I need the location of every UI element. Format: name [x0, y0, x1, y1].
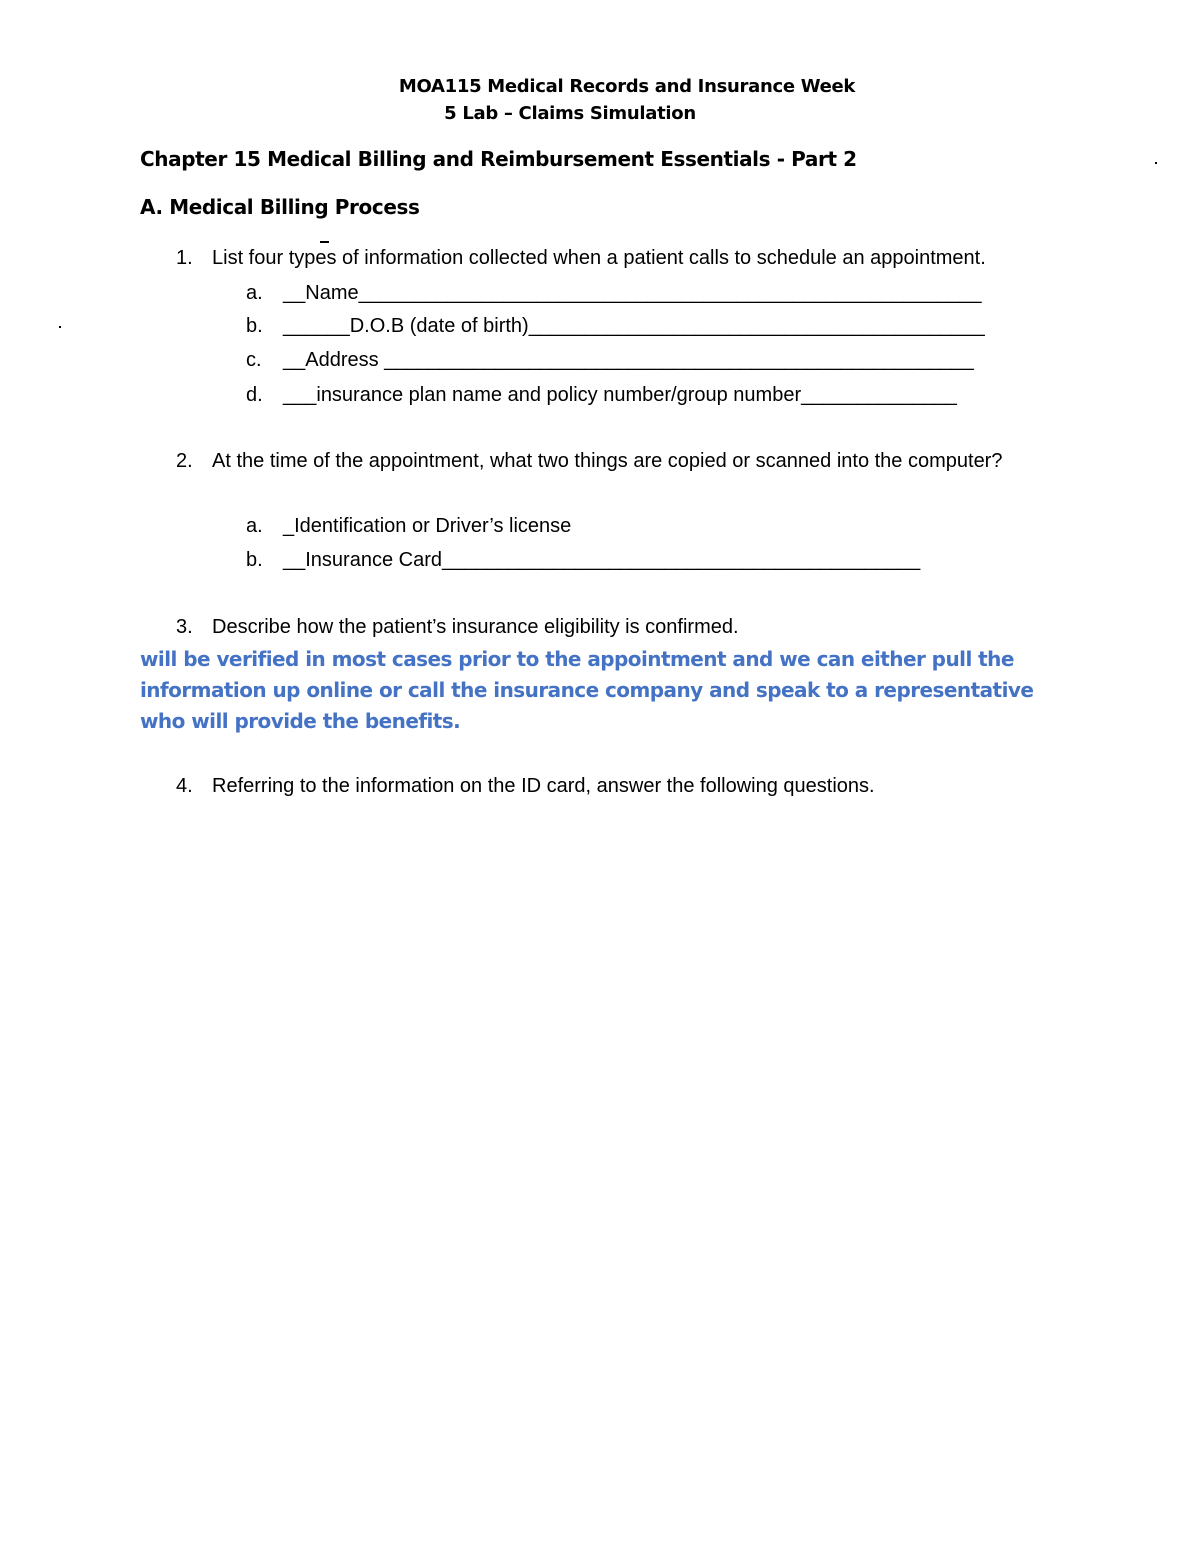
item-letter: b. [246, 549, 263, 571]
document-title-line-2: 5 Lab – Claims Simulation [444, 103, 696, 124]
item-text: ___insurance plan name and policy number/group number______________ [283, 384, 957, 406]
item-text: __Address _____________________________________________________ [283, 349, 974, 371]
item-letter: c. [246, 349, 262, 371]
section-heading: A. Medical Billing Process [140, 195, 420, 219]
answer-item [246, 549, 920, 572]
question-number: 2. [176, 450, 193, 472]
item-letter: a. [246, 515, 263, 537]
stray-dot-mark [59, 326, 61, 328]
item-letter: d. [246, 384, 263, 406]
chapter-heading: Chapter 15 Medical Billing and Reimbursement Essentials - Part 2 [140, 147, 857, 171]
answer-item [246, 315, 985, 338]
answer-item [246, 515, 571, 538]
question-text: List four types of information collected when a patient calls to schedule an appointment. [212, 247, 986, 269]
item-text: __Insurance Card___________________________________________ [283, 549, 921, 571]
question-text: Describe how the patient’s insurance eligibility is confirmed. [212, 616, 739, 638]
question-text: Referring to the information on the ID card, answer the following questions. [212, 775, 875, 797]
document-title-line-1: MOA115 Medical Records and Insurance Week [398, 76, 856, 97]
question-2 [176, 446, 1003, 477]
item-letter: a. [246, 282, 263, 304]
answer-text: will be verified in most cases prior to the appointment and we can either pull the information up online or call the insurance company and speak to a representative who will provide the benefits. [140, 647, 1034, 733]
question-number: 1. [176, 247, 193, 269]
item-letter: b. [246, 315, 263, 337]
answer-item [246, 384, 957, 407]
item-text: __Name________________________________________________________ [283, 282, 982, 304]
question-4 [176, 771, 875, 802]
question-number: 3. [176, 616, 193, 638]
item-text: ______D.O.B (date of birth)_________________________________________ [283, 315, 985, 337]
question-3 [176, 612, 739, 643]
question-text: At the time of the appointment, what two things are copied or scanned into the computer? [212, 450, 1003, 472]
answer-item [246, 282, 982, 305]
answer-item [246, 349, 974, 372]
stray-dot-mark [1155, 162, 1157, 164]
question-number: 4. [176, 775, 193, 797]
item-text: _Identification or Driver’s license [283, 515, 572, 537]
question-1 [176, 243, 986, 274]
